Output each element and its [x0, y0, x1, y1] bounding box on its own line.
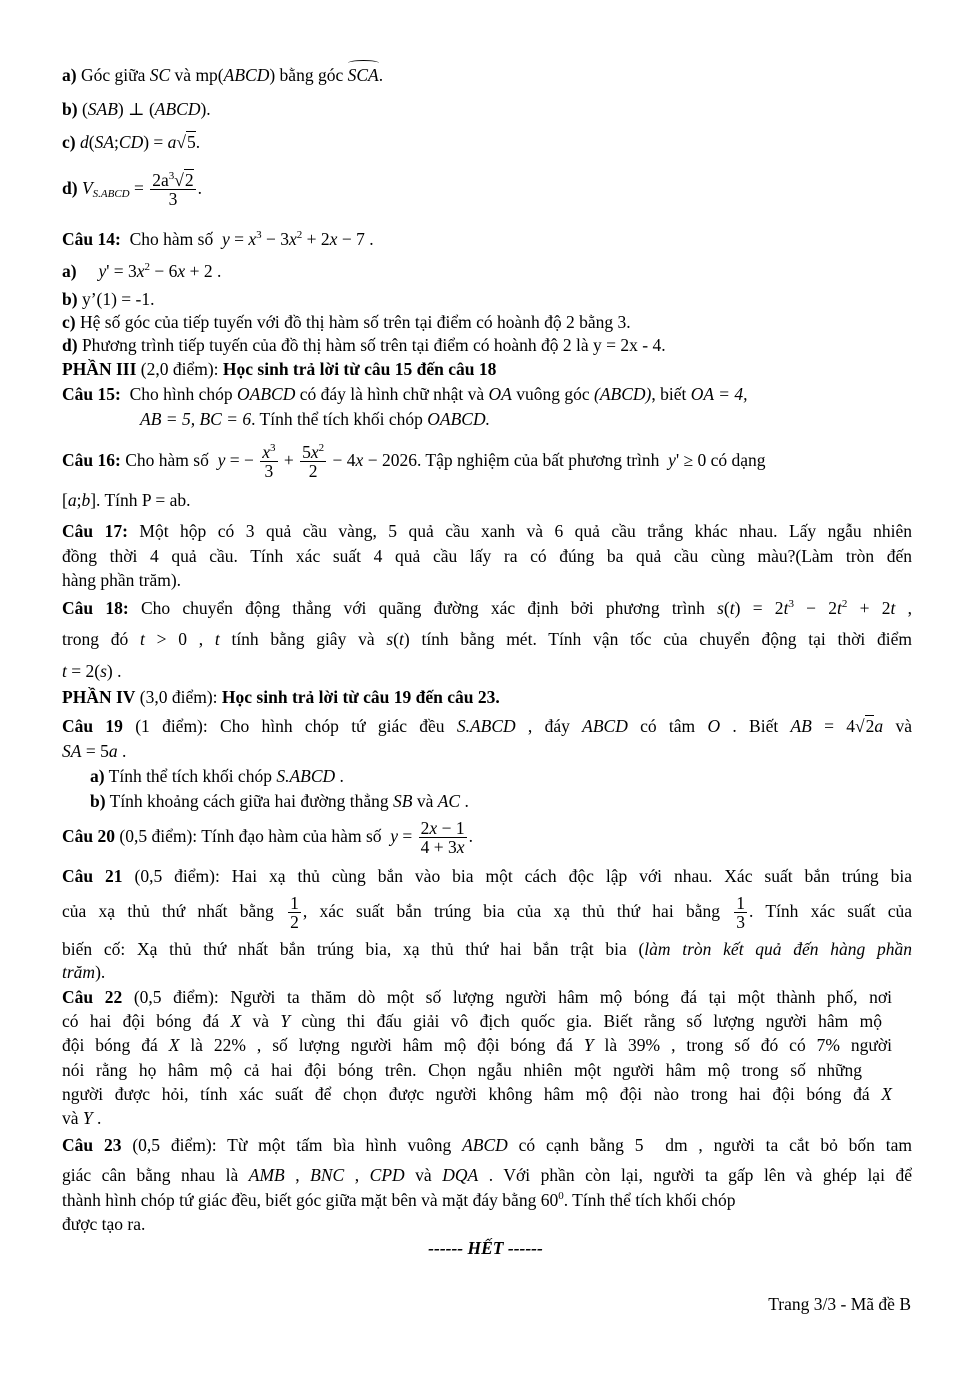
q21-text1: Hai xạ thủ cùng bắn vào bia một cách độc lập với nhau. Xác suất bắn trúng bia [231, 866, 913, 886]
q14-c-text: Hệ số góc của tiếp tuyến với đồ thị hàm số trên tại điểm có hoành độ 2 bằng 3. [79, 312, 631, 332]
q16-title: Câu 16: [62, 450, 121, 470]
q14-title: Câu 14: [62, 229, 121, 249]
q19-title: Câu 19 [62, 716, 123, 736]
q14-item-d [62, 334, 666, 356]
q13-item-d [62, 170, 202, 208]
q21-line3 [62, 938, 912, 960]
q13-d-text: $V_{S.ABCD}$ = $\frac{2a^3√2}{3}$ . [81, 170, 203, 210]
q14-text: Cho hàm số $y = x^3 - 3x^2 + 2x - 7$ . [125, 229, 374, 249]
q21-line3b: làm tròn kết quả đến hàng phần [644, 939, 912, 959]
q19-line2: SA = 5a . [62, 741, 127, 761]
q22-line4: nói rằng họ hâm mộ cả hai đội bóng trên. Chọn ngẫu nhiên một người hâm mộ trong số những [62, 1060, 862, 1080]
q13-b-text: (SAB) ⊥ (ABCD). [81, 99, 211, 119]
q23-line2: giác cân bằng nhau là AMB , BNC , CPD và DQA . Với phần còn lại, người ta gấp lên và ghép lại để [62, 1165, 912, 1185]
q22-text1: Người ta thăm dò một số lượng người hâm mộ bóng đá tại một thành phố, nơi [230, 987, 893, 1007]
q20-title: Câu 20 [62, 826, 115, 846]
q14-item-b [62, 288, 155, 310]
q20-line [62, 815, 473, 857]
q13-item-a [62, 64, 383, 86]
q20-text: Tính đạo hàm của hàm số y = $\frac{2x - 1}{4 + 3x}$ . [201, 818, 473, 858]
q19-b-label: b) [90, 791, 106, 811]
part4-instruction: Học sinh trả lời từ câu 19 đến câu 23. [221, 687, 500, 707]
q19-line1 [62, 715, 912, 737]
q18-title: Câu 18: [62, 598, 129, 618]
page-number: Trang 3/3 - Mã đề B [768, 1294, 911, 1314]
q16-ineq: y' ≥ 0 [668, 450, 707, 470]
q17-text1: Một hộp có 3 quả cầu vàng, 5 quả cầu xanh và 6 quả cầu trắng khác nhau. Lấy ngẫu nhiên [139, 521, 912, 541]
q21-line4b: ). [95, 962, 106, 982]
q14-c-label: c) [62, 312, 76, 332]
q19-item-a [90, 765, 344, 787]
q21-line2b: , xác suất bắn trúng bia của xạ thủ thứ hai bằng [302, 901, 720, 921]
q14-d-label: d) [62, 335, 78, 355]
q13-a-text: Góc giữa SC và mp(ABCD) bằng góc SCA. [80, 65, 384, 85]
q23-title: Câu 23 [62, 1135, 122, 1155]
q23-line1 [62, 1134, 912, 1156]
q15-title: Câu 15: [62, 384, 121, 404]
q22-line1 [62, 986, 892, 1008]
q16-formula: y = − $\frac{x^3}{3}$ + $\frac{5x^2}{2}$ − 4x − 2026 [217, 442, 417, 482]
q13-b-label: b) [62, 99, 78, 119]
q15-text1: Cho hình chóp OABCD có đáy là hình chữ nhật và OA vuông góc (ABCD), biết OA = 4, [125, 384, 748, 404]
q21-line1 [62, 865, 912, 887]
q21-points: (0,5 điểm): [134, 866, 220, 886]
q13-a-label: a) [62, 65, 77, 85]
q15-line2: AB = 5, BC = 6. Tính thể tích khối chóp OABCD. [140, 409, 490, 429]
q19-a-label: a) [90, 766, 105, 786]
q23-points: (0,5 điểm): [132, 1135, 217, 1155]
q20-points: (0,5 điểm): [119, 826, 198, 846]
q14-a-label: a) [62, 261, 77, 281]
q21-frac1: $\frac{1}{2}$ [290, 893, 299, 933]
q22-line2: có hai đội bóng đá X và Y cùng thi đấu giải vô địch quốc gia. Biết rằng số lượng người hâm mộ [62, 1011, 882, 1031]
q14-item-c [62, 311, 631, 333]
q22-line6: và Y . [62, 1108, 102, 1128]
q21-line4a: trăm [62, 962, 96, 982]
q22-title: Câu 22 [62, 987, 123, 1007]
q13-d-label: d) [62, 178, 78, 198]
q23-line3: thành hình chóp tứ giác đều, biết góc giữa mặt bên và mặt đáy bằng $60^0$. Tính thể tích khối chóp [62, 1190, 736, 1210]
q19-item-b [90, 790, 469, 812]
q15-line1 [62, 383, 747, 405]
q21-line4 [62, 961, 105, 983]
part4-points: (3,0 điểm): [139, 687, 218, 707]
q23-line4: được tạo ra. [62, 1214, 146, 1234]
q22-points: (0,5 điểm): [133, 987, 219, 1007]
q21-title: Câu 21 [62, 866, 123, 886]
q17-line3: hàng phần trăm). [62, 570, 182, 590]
part3-points: (2,0 điểm): [140, 359, 219, 379]
q13-item-c [62, 131, 200, 153]
q14-a-text: $y' = 3x^2 - 6x + 2$ . [98, 261, 222, 281]
end-mark: ------ HẾT ------ [428, 1238, 543, 1258]
q13-item-b [62, 98, 211, 120]
q21-line2 [62, 891, 912, 931]
part3-title: PHẦN III [62, 359, 137, 379]
q19-points: (1 điểm): [135, 716, 208, 736]
q21-line2c: . Tính xác suất của [749, 901, 912, 921]
q17-title: Câu 17: [62, 521, 128, 541]
q18-text1: Cho chuyển động thẳng với quãng đường xác định bởi phương trình $s(t) = 2t^3 - 2t^2 + 2t$ , [140, 598, 913, 618]
q13-c-label: c) [62, 132, 76, 152]
q14-b-text: y’(1) = -1. [81, 289, 155, 309]
q13-c-text: d(SA;CD) = a√5. [79, 132, 201, 152]
q17-line2: đồng thời 4 quả cầu. Tính xác suất 4 quả cầu lấy ra có đúng ba quả cầu cùng màu?(Làm tròn đến [62, 546, 912, 566]
q21-frac2: $\frac{1}{3}$ [736, 893, 746, 933]
part4-title: PHẦN IV [62, 687, 136, 707]
part3-heading [62, 358, 496, 380]
q19-b-text: Tính khoảng cách giữa hai đường thẳng SB và AC . [109, 791, 469, 811]
q14-stem [62, 228, 374, 250]
q14-item-a [62, 260, 221, 282]
q16-text1: Cho hàm số [125, 450, 209, 470]
q21-line2a: của xạ thủ thứ nhất bằng [62, 901, 274, 921]
q22-line5: người được hỏi, tính xác suất để chọn được người không hâm mộ đội nào trong hai đội bóng đá X [62, 1084, 892, 1104]
q16-line1 [62, 440, 766, 480]
part3-instruction: Học sinh trả lời từ câu 15 đến câu 18 [222, 359, 497, 379]
part4-heading [62, 686, 500, 708]
q14-d-text: Phương trình tiếp tuyến của đồ thị hàm số trên tại điểm có hoành độ 2 là y = 2x - 4. [81, 335, 666, 355]
q14-b-label: b) [62, 289, 78, 309]
q19-text1: Cho hình chóp tứ giác đều S.ABCD , đáy ABCD có tâm O . Biết AB = 4√2a và [220, 716, 912, 736]
q16-text2: . Tập nghiệm của bất phương trình [416, 450, 660, 470]
q22-line3: đội bóng đá X là 22% , số lượng người hâm mộ đội bóng đá Y là 39% , trong số đó có 7% người [62, 1035, 892, 1055]
q16-line2: [a;b]. Tính P = ab. [62, 490, 191, 510]
q21-line3a: biến cố: Xạ thủ thứ nhất bắn trúng bia, xạ thủ thứ hai bắn trật bia ( [62, 939, 645, 959]
q16-text3: có dạng [710, 450, 766, 470]
q17-line1 [62, 520, 912, 542]
q18-line2: trong đó t > 0 , t tính bằng giây và s(t) tính bằng mét. Tính vận tốc của chuyển động tại thời điểm [62, 629, 912, 649]
q23-text1: Từ một tấm bìa hình vuông ABCD có cạnh bằng 5 dm , người ta cắt bỏ bốn tam [227, 1135, 913, 1155]
q18-line1 [62, 597, 912, 619]
q18-line3: t = 2(s) . [62, 661, 122, 681]
q19-a-text: Tính thể tích khối chóp S.ABCD . [108, 766, 344, 786]
